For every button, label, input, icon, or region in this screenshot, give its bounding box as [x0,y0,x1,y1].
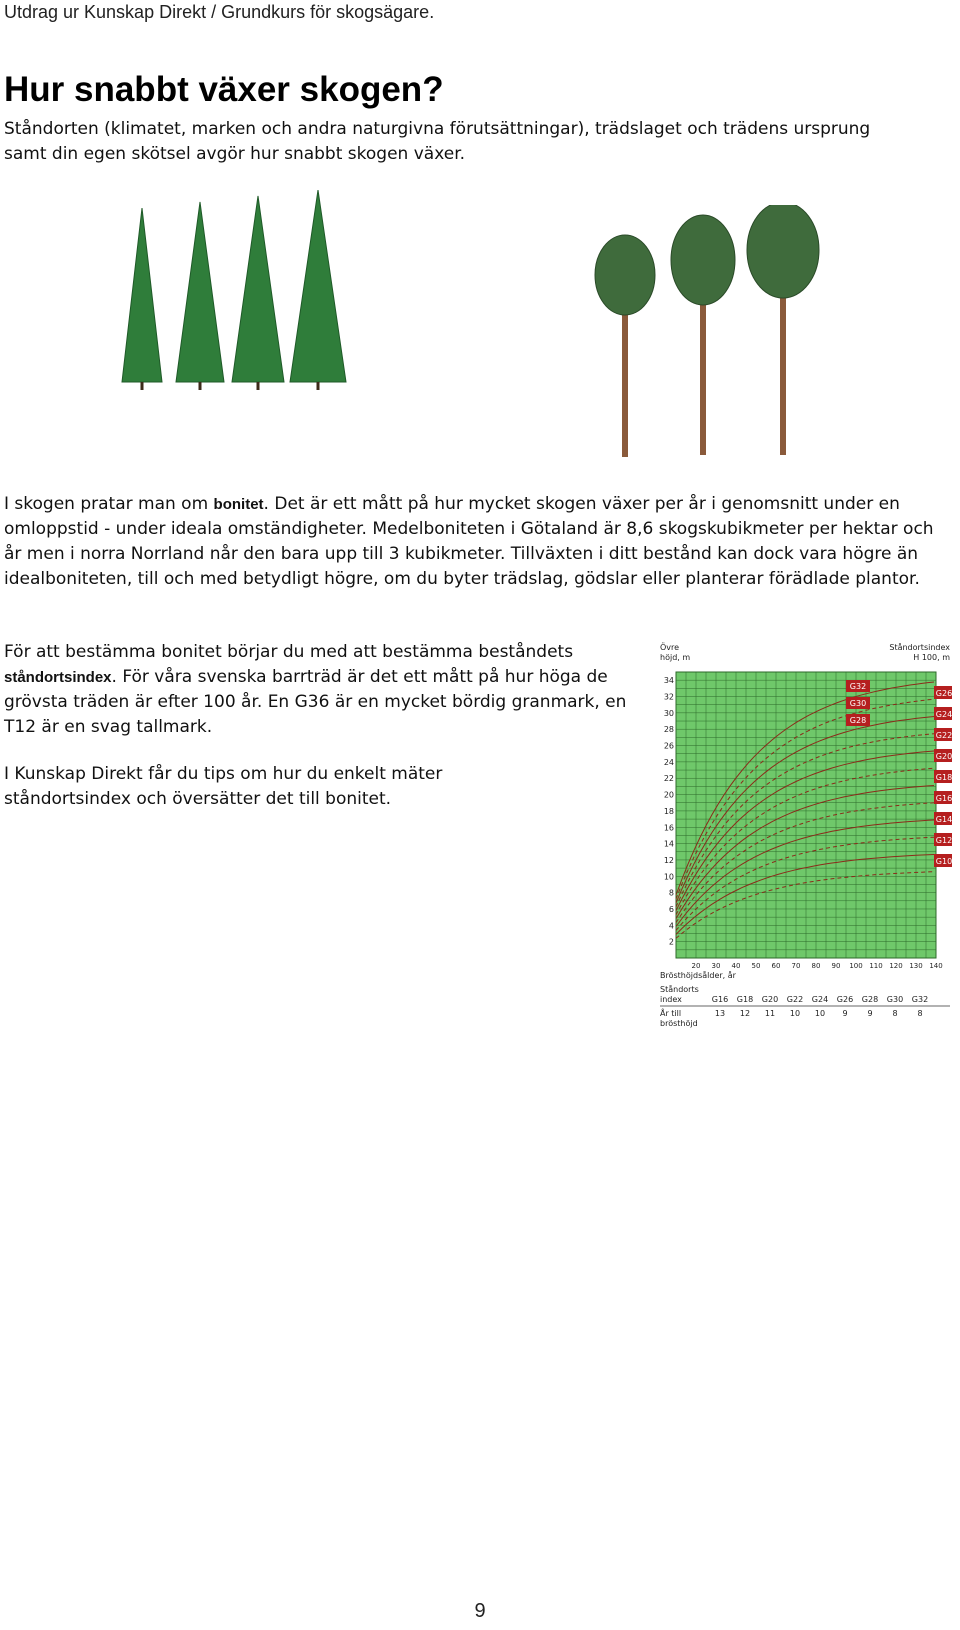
chart-y-tick: 2 [668,937,674,947]
chart-y-tick: 12 [663,855,674,865]
chart-table-index-cell: G18 [736,995,754,1004]
chart-table-years-cell: 9 [867,1009,873,1018]
bonitet-term: bonitet [213,496,264,513]
chart-table-index-cell: G20 [761,995,779,1004]
chart-ylabel: Övre [660,643,680,652]
chart-y-tick: 4 [668,921,674,931]
pine-trees-illustration [594,205,858,460]
chart-table-index-cell: G22 [786,995,804,1004]
chart-x-tick: 80 [811,962,821,970]
chart-subtitle: H 100, m [913,653,950,662]
chart-x-tick: 20 [691,962,701,970]
chart-y-tick: 14 [663,839,674,849]
chart-x-tick: 50 [751,962,761,970]
chart-x-tick: 110 [869,962,883,970]
chart-y-tick: 8 [668,888,674,898]
chart-series-label: G20 [935,752,952,761]
chart-table-index-cell: G32 [911,995,929,1004]
chart-series-label: G16 [935,794,952,803]
chart-table-years-cell: 8 [917,1009,923,1018]
chart-table-years-cell: 13 [714,1009,726,1018]
chart-series-label: G30 [849,699,867,708]
chart-series-label: G32 [849,682,867,691]
chart-table-years-cell: 10 [814,1009,826,1018]
chart-x-tick: 100 [849,962,863,970]
chart-table-index-cell: G30 [886,995,904,1004]
bonitet-paragraph [4,492,954,592]
chart-table-row2-label: År till [660,1009,682,1018]
page-number: 9 [474,1600,486,1622]
page-title: Hur snabbt växer skogen? [4,70,444,109]
chart-series-label: G24 [935,710,952,719]
index-paragraph [4,640,640,740]
chart-table-years-cell: 9 [842,1009,848,1018]
chart-x-tick: 60 [771,962,781,970]
chart-table-index-cell: G16 [711,995,729,1004]
intro-paragraph: Ståndorten (klimatet, marken och andra naturgivna förutsättningar), trädslaget och trädens ursprung samt din egen skötsel avgör hur snabbt skogen växer. [4,119,871,164]
chart-table-index-cell: G24 [811,995,829,1004]
chart-table-row2-label-cont: brösthöjd [660,1019,698,1028]
chart-ylabel-cont: höjd, m [660,653,691,662]
chart-table-years-cell: 11 [764,1009,776,1018]
tips-paragraph: I Kunskap Direkt får du tips om hur du enkelt mäter ståndortsindex och översätter det till bonitet. [4,764,443,809]
chart-y-tick: 26 [663,741,674,751]
chart-series-label: G18 [935,773,952,782]
chart-y-tick: 28 [663,725,674,735]
chart-y-tick: 10 [663,872,674,882]
chart-x-tick: 30 [711,962,721,970]
index-term: ståndortsindex [4,669,112,686]
chart-y-tick: 20 [663,790,674,800]
bonitet-text-after: . Det är ett mått på hur mycket skogen växer per år i genomsnitt under en omloppstid - under ideala omständigheter. Medelboniteten i Götaland är 8,6 skogskubikmeter per hektar och år men i norra Norrland når den bara upp till 3 kubikmeter. Tillväxten i ditt bestånd kan dock vara högre än idealboniteten, till och med betydligt högre, om du byter trädslag, gödslar eller planterar förädlade plantor. [4,494,934,589]
index-text-before: För att bestämma bonitet börjar du med att bestämma beståndets [4,642,574,662]
chart-table-years-cell: 8 [892,1009,898,1018]
chart-table-row1-label-cont: index [660,995,682,1004]
chart-y-tick: 6 [668,904,674,914]
chart-series-label: G28 [849,716,867,725]
chart-y-tick: 34 [663,676,674,686]
chart-series-label: G26 [935,689,952,698]
chart-xlabel: Brösthöjdsålder, år [660,971,736,980]
spruce-trees-illustration [112,190,370,402]
chart-table-years-cell: 12 [739,1009,751,1018]
chart-series-label: G12 [935,836,952,845]
chart-x-tick: 70 [791,962,801,970]
chart-series-label: G22 [935,731,952,740]
chart-y-tick: 24 [663,757,674,767]
bonitet-text-before: I skogen pratar man om [4,494,214,514]
chart-y-tick: 16 [663,823,674,833]
chart-title: Ståndortsindex [889,643,950,652]
page-header: Utdrag ur Kunskap Direkt / Grundkurs för skogsägare. [4,2,435,22]
chart-y-tick: 18 [663,806,674,816]
index-text-after: . För våra svenska barrträd är det ett mått på hur höga de grövsta träden är efter 100 år. En G36 är en mycket bördig granmark, en T12 är en svag tallmark. [4,667,627,737]
chart-series-label: G14 [935,815,952,824]
chart-x-tick: 40 [731,962,741,970]
chart-x-tick: 130 [909,962,923,970]
chart-series-label: G10 [935,857,952,866]
chart-y-tick: 32 [663,692,674,702]
chart-y-tick: 30 [663,708,674,718]
chart-x-tick: 90 [831,962,841,970]
chart-y-tick: 22 [663,774,674,784]
site-index-chart [658,640,952,1066]
chart-table-years-cell: 10 [789,1009,801,1018]
chart-table-index-cell: G26 [836,995,854,1004]
chart-table-row1-label: Ståndorts [660,985,699,994]
chart-x-tick: 120 [889,962,903,970]
chart-table-index-cell: G28 [861,995,879,1004]
chart-x-tick: 140 [929,962,943,970]
